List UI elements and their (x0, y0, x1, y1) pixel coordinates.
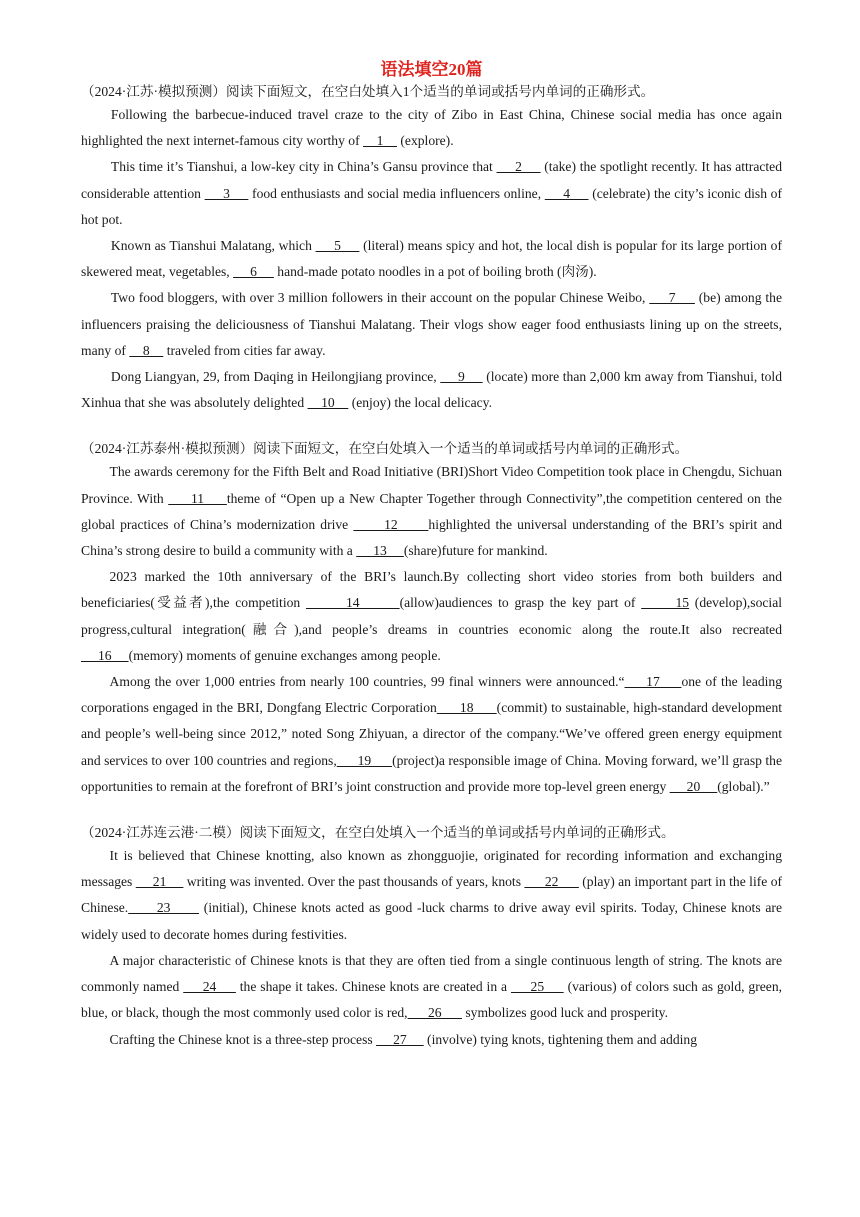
document-content (81, 82, 782, 1053)
passage-text: the shape it takes. Chinese knots are created in a (235, 979, 511, 995)
passage-text: hand-made potato noodles in a pot of boiling broth (肉汤). (273, 264, 597, 280)
passage-text: This time it’s Tianshui, a low-key city in China’s Gansu province that (110, 159, 497, 175)
answer-blank: 5 (315, 238, 360, 254)
answer-blank: 14 (305, 595, 400, 611)
passage-text: Crafting the Chinese knot is a three-step process (109, 1031, 377, 1047)
answer-blank: 21 (135, 874, 184, 890)
passage-text: Dong Liangyan, 29, from Daqing in Heilongjiang province, (110, 369, 441, 385)
passage-text: (develop),social progress,cultural integration(融合),and people’s dreams in countries economic along the route.It also recreated (81, 595, 783, 637)
answer-blank: 6 (233, 264, 274, 280)
answer-blank: 1 (363, 133, 397, 149)
answer-blank: 2 (496, 159, 541, 175)
section-gap (81, 800, 782, 823)
answer-blank: 19 (336, 752, 393, 768)
passage-paragraph (81, 948, 782, 1027)
answer-blank: 13 (356, 543, 404, 559)
passage-paragraph (81, 154, 782, 233)
passage-text: Two food bloggers, with over 3 million followers in their account on the popular Chinese Weibo, (110, 290, 650, 306)
answer-blank: 26 (407, 1005, 462, 1021)
answer-blank: 27 (376, 1031, 424, 1047)
passage-text: (memory) moments of genuine exchanges among people. (128, 647, 441, 663)
section-source-instruction: （2024·江苏·模拟预测）阅读下面短文，在空白处填入1个适当的单词或括号内单词的正确形式。 (81, 84, 655, 99)
passage-text: (play) an important part in the life of Chinese. (81, 874, 783, 916)
passage-text: (explore). (397, 133, 454, 149)
passage-text: food enthusiasts and social media influencers online, (248, 185, 545, 201)
passage-paragraph (81, 459, 782, 564)
passage-text: highlighted the universal understanding of the BRI’s spirit and China’s strong desire to build a community with a (81, 516, 782, 559)
passage-text: writing was invented. Over the past thousands of years, knots (183, 874, 525, 890)
answer-blank: 4 (544, 185, 589, 201)
answer-blank: 11 (168, 490, 227, 506)
passage-paragraph (81, 564, 782, 669)
passage-paragraph (81, 843, 782, 948)
passage-text: Known as Tianshui Malatang, which (110, 238, 316, 254)
passage-paragraph (81, 364, 782, 416)
passage-text: Among the over 1,000 entries from nearly 100 countries, 99 final winners were announced.“ (109, 674, 625, 690)
passage-text: one of the leading corporations engaged in the BRI, Dongfang Electric Corporation (81, 674, 783, 716)
answer-blank: 17 (624, 674, 682, 690)
passage-text: theme of “Open up a New Chapter Together through Connectivity”,the competition centered on the global practices of China’s modernization drive (81, 490, 782, 532)
passage-text: traveled from cities far away. (163, 342, 326, 358)
passage-paragraph (81, 1027, 782, 1053)
passage-text: symbolizes good luck and prosperity. (461, 1005, 668, 1021)
answer-blank: 9 (440, 369, 483, 385)
passage-paragraph (81, 233, 782, 285)
answer-blank: 7 (649, 290, 695, 306)
answer-blank: 25 (510, 979, 564, 995)
passage-paragraph (81, 102, 782, 154)
passage-text: (enjoy) the local delicacy. (348, 395, 492, 411)
section-source-instruction: （2024·江苏连云港·二模）阅读下面短文，在空白处填入一个适当的单词或括号内单词的正确形式。 (81, 825, 675, 841)
answer-blank: 8 (129, 342, 164, 358)
passage-text: (celebrate) the city’s iconic dish of hot pot. (81, 185, 783, 227)
passage-text: (be) among the influencers praising the deliciousness of Tianshui Malatang. Their vlogs show eager food enthusiasts lining up on the streets, many of (81, 290, 783, 358)
passage-paragraph (81, 669, 782, 800)
passage-text: (various) of colors such as gold, green, blue, or black, though the most commonly used color is red, (81, 979, 783, 1021)
answer-blank: 23 (128, 900, 200, 916)
answer-blank: 10 (307, 395, 349, 411)
passage-text: 2023 marked the 10th anniversary of the BRI’s launch.By collecting short video stories from both builders and beneficiaries(受益者),the competition (81, 569, 782, 611)
answer-blank: 24 (183, 979, 236, 995)
passage-text: (global).” (717, 778, 770, 794)
passage-text: (involve) tying knots, tightening them and adding (423, 1031, 698, 1047)
document-page (81, 58, 782, 1053)
passage-text: (project)a responsible image of China. Moving forward, we’ll grasp the opportunities to remain at the forefront of BRI’s joint construction and provide more top-level green energy (81, 752, 782, 794)
passage-text: (take) the spotlight recently. It has attracted considerable attention (81, 159, 783, 201)
passage-text: (allow)audiences to grasp the key part of (399, 595, 642, 611)
answer-blank: 15 (641, 595, 690, 611)
passage-text: (initial), Chinese knots acted as good -luck charms to drive away evil spirits. Today, Chinese knots are widely used to decorate homes during festivities. (81, 900, 782, 942)
page-title: 语法填空20篇 (380, 60, 483, 79)
answer-blank: 18 (436, 700, 497, 716)
passage-paragraph (81, 285, 782, 364)
passage-text: (locate) more than 2,000 km away from Tianshui, told Xinhua that she was absolutely delighted (81, 369, 782, 411)
passage-text: It is believed that Chinese knotting, also known as zhongguojie, originated for recording information and exchanging messages (81, 848, 782, 890)
passage-text: Following the barbecue-induced travel craze to the city of Zibo in East China, Chinese social media has once again highlighted the next internet-famous city worthy of (81, 107, 782, 149)
passage-text: (commit) to sustainable, high-standard development and people’s well-being since 2012,” noted Song Zhiyuan, a director of the company.“We’ve offered green energy equipment and services to over 100 countries and regions, (81, 700, 783, 768)
passage-text: A major characteristic of Chinese knots is that they are often tied from a single continuous length of string. The knots are commonly named (81, 952, 782, 995)
answer-blank: 16 (81, 647, 129, 663)
section-gap (81, 416, 782, 439)
passage-text: The awards ceremony for the Fifth Belt and Road Initiative (BRI)Short Video Competition took place in Chengdu, Sichuan Province. With (81, 464, 782, 506)
answer-blank: 22 (524, 874, 579, 890)
passage-text: (literal) means spicy and hot, the local dish is popular for its large portion of skewered meat, vegetables, (81, 238, 782, 280)
answer-blank: 3 (204, 185, 249, 201)
section-source-instruction: （2024·江苏泰州·模拟预测）阅读下面短文，在空白处填入一个适当的单词或括号内单词的正确形式。 (81, 441, 689, 457)
answer-blank: 20 (669, 778, 718, 794)
answer-blank: 12 (353, 516, 429, 532)
passage-text: (share)future for mankind. (403, 543, 548, 559)
